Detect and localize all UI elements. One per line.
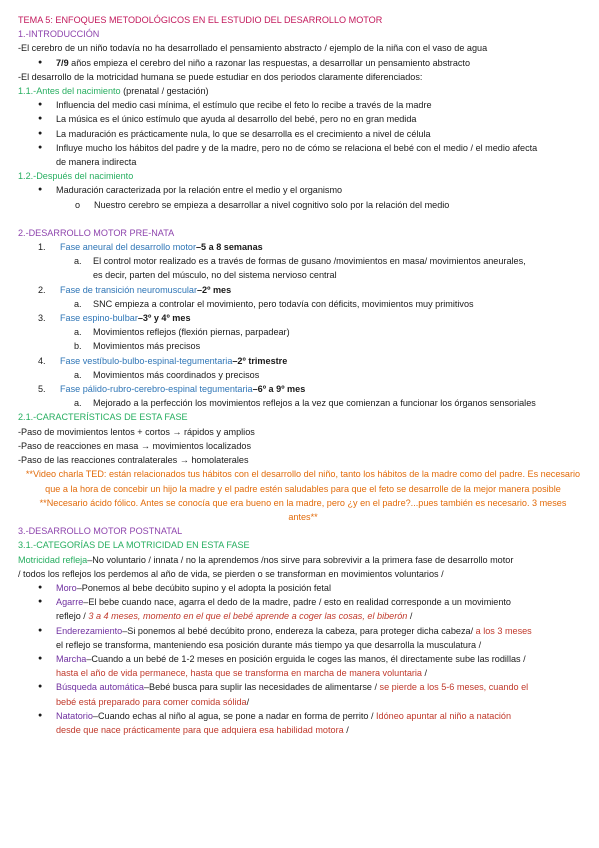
- term-label: Búsqueda automática: [56, 682, 144, 693]
- term-text: /: [422, 668, 428, 679]
- sub-item-letter: a.: [74, 369, 82, 380]
- phase-number: 3.: [38, 313, 46, 324]
- sub-item-letter: a.: [74, 256, 82, 267]
- paragraph: -El cerebro de un niño todavía no ha desarrollado el pensamiento abstracto / ejemplo de la niña con el vaso de agua: [18, 43, 488, 54]
- term-note: bebé está preparado para comer comida sólida: [56, 696, 247, 707]
- term-text: –Cuando echas al niño al agua, se pone a nadar en forma de perrito /: [92, 710, 377, 721]
- reflex-item-agarre: [18, 595, 588, 609]
- sub-item-letter: a.: [74, 298, 82, 309]
- reflex-item-busqueda: [18, 680, 588, 694]
- phase-sub-item: [18, 396, 588, 410]
- reflex-item-continuation: el reflejo se transforma, manteniendo esa posición durante más tiempo ya que desarrolla la musculatura /: [56, 639, 482, 650]
- term-label: Motricidad refleja: [18, 554, 88, 565]
- phase-item: [18, 382, 588, 396]
- sub-item-text: Mejorado a la perfección los movimientos reflejos a la vez que comienzan a funcionar los órganos sensoriales: [93, 398, 536, 409]
- characteristic-line: -Paso de movimientos lentos + cortos → rápidos y amplios: [18, 426, 255, 437]
- phase-item: [18, 240, 588, 254]
- term-text: /: [407, 611, 413, 622]
- phase-item: [18, 354, 588, 368]
- phase-item: [18, 311, 588, 325]
- term-note: 3 a 4 meses, momento en el que el bebé aprende a coger las cosas, el biberón: [88, 611, 408, 622]
- characteristic-line: -Paso de las reacciones contralaterales → homolaterales: [18, 455, 249, 466]
- list-item: ● La música es el único estímulo que ayuda al desarrollo del bebé, pero no en gran medida: [18, 112, 588, 126]
- phase-sub-item: [18, 268, 588, 282]
- sub-item-letter: a.: [74, 327, 82, 338]
- list-item: [18, 56, 588, 70]
- list-item: ● La maduración es prácticamente nula, lo que se desarrolla es el crecimiento a nivel de célula: [18, 127, 588, 141]
- term-note: se pierde a los 5-6 meses, cuando el: [379, 682, 529, 693]
- term-note: hasta el año de vida permanece, hasta que se transforma en marcha de manera voluntaria: [56, 668, 422, 679]
- note-acido-folico: **Necesario ácido fólico. Antes se conocía que era bueno en la madre, pero ¿y en el padre?...pues también es necesario. 3 meses antes**: [39, 497, 567, 522]
- phase-list: [18, 240, 588, 410]
- phase-timing: –2º trimestre: [232, 355, 288, 366]
- list-item-text: años empieza el cerebro del niño a razonar las respuestas, a desarrollar un pensamiento abstracto: [71, 57, 471, 68]
- sub-list-item: o Nuestro cerebro se empieza a desarrollar a nivel cognitivo solo por la relación del medio: [18, 198, 588, 212]
- subheading-note: (prenatal / gestación): [120, 86, 209, 97]
- phase-sub-item: [18, 368, 588, 382]
- heading-introduccion: 1.-INTRODUCCIÓN: [18, 29, 100, 40]
- term-label: Marcha: [56, 653, 87, 664]
- term-note: Idóneo apuntar al niño a natación: [376, 710, 512, 721]
- reflex-item-continuation: [18, 666, 588, 680]
- term-note: a los 3 meses: [475, 625, 532, 636]
- phase-timing: –5 a 8 semanas: [195, 242, 263, 253]
- term-text: –Ponemos al bebe decúbito supino y el adopta la posición fetal: [76, 582, 332, 593]
- term-text: –El bebe cuando nace, agarra el dedo de la madre, padre / esto en realidad corresponde a un movimiento: [83, 597, 511, 608]
- paragraph-continuation: / todos los reflejos los perdemos al año de vida, se pierden o se transforman en movimientos voluntarios /: [18, 568, 444, 579]
- phase-label: Fase pálido-rubro-cerebro-espinal tegumentaria: [60, 384, 253, 395]
- heading-desarrollo-postnatal: 3.-DESARROLLO MOTOR POSTNATAL: [18, 526, 183, 537]
- heading-despues-nacimiento: 1.2.-Después del nacimiento: [18, 171, 134, 182]
- list-item-continuation: de manera indirecta: [56, 157, 137, 168]
- sub-item-letter: b.: [74, 341, 82, 352]
- phase-sub-item: [18, 254, 588, 268]
- sub-item-text: Movimientos más coordinados y precisos: [93, 369, 260, 380]
- term-text: –Si ponemos al bebé decúbito prono, endereza la cabeza, para proteger dicha cabeza/: [122, 625, 476, 636]
- term-label: Moro: [56, 582, 77, 593]
- term-text: –No voluntario / innata / no la aprendemos /nos sirve para sobrevivir a la primera fase de desarrollo motor: [87, 554, 514, 565]
- document-title: TEMA 5: ENFOQUES METODOLÓGICOS EN EL ESTUDIO DEL DESARROLLO MOTOR: [18, 15, 383, 25]
- phase-label: Fase aneural del desarrollo motor: [60, 242, 196, 253]
- reflex-item-marcha: [18, 652, 588, 666]
- term-text: /: [246, 696, 250, 707]
- heading-caracteristicas: 2.1.-CARACTERÍSTICAS DE ESTA FASE: [18, 412, 188, 423]
- phase-sub-item: [18, 339, 588, 353]
- heading-antes-nacimiento: [18, 84, 588, 98]
- sub-item-letter: a.: [74, 398, 82, 409]
- phase-number: 1.: [38, 242, 46, 253]
- phase-timing: –6º a 9º mes: [252, 384, 306, 395]
- term-text: reflejo /: [56, 611, 89, 622]
- reflex-item-continuation: [18, 723, 588, 737]
- characteristic-line: -Paso de reacciones en masa → movimientos localizados: [18, 440, 252, 451]
- subheading-label: 1.1.-Antes del nacimiento: [18, 86, 121, 97]
- phase-sub-item: [18, 297, 588, 311]
- term-label: Agarre: [56, 597, 84, 608]
- sub-item-text: es decir, parten del músculo, no del sistema nervioso central: [93, 270, 337, 281]
- sub-item-text: SNC empieza a controlar el movimiento, pero todavía con déficits, movimientos muy primitivos: [93, 298, 474, 309]
- reflex-item-moro: [18, 581, 588, 595]
- heading-categorias: 3.1.-CATEGORÍAS DE LA MOTRICIDAD EN ESTA FASE: [18, 540, 250, 551]
- list-item: ● Maduración caracterizada por la relación entre el medio y el organismo: [18, 183, 588, 197]
- term-label: Natatorio: [56, 710, 93, 721]
- phase-timing: –3º y 4º mes: [137, 313, 191, 324]
- reflex-item-continuation: [18, 609, 588, 623]
- reflex-item-enderezamiento: [18, 624, 588, 638]
- term-text: /: [343, 724, 349, 735]
- list-item: ● Influye mucho los hábitos del padre y de la madre, pero no de cómo se relaciona el bebé con el medio / el medio afecta: [18, 141, 588, 155]
- term-text: –Cuando a un bebé de 1-2 meses en posición erguida le coges las manos, él directamente sube las rodillas /: [86, 653, 526, 664]
- phase-number: 4.: [38, 355, 46, 366]
- reflex-item-natatorio: [18, 709, 588, 723]
- phase-label: Fase espino-bulbar: [60, 313, 138, 324]
- document-page: [18, 13, 588, 737]
- paragraph: -El desarrollo de la motricidad humana se puede estudiar en dos periodos claramente diferenciados:: [18, 71, 423, 82]
- phase-label: Fase vestíbulo-bulbo-espinal-tegumentaria: [60, 355, 233, 366]
- phase-sub-item: [18, 325, 588, 339]
- bold-text: 7/9: [56, 57, 72, 68]
- list-item: ● Influencia del medio casi mínima, el estímulo que recibe el feto lo recibe a través de la madre: [18, 98, 588, 112]
- note-ted: **Video charla TED: están relacionados tus hábitos con el desarrollo del niño, tanto los hábitos de la madre como del padre. Es necesario que a la hora de concebir un hijo la madre y el padre estén saludables para que el feto se desarrolle de la mejor manera posible: [25, 469, 581, 494]
- term-note: desde que nace prácticamente para que adquiera esa habilidad motora: [56, 724, 344, 735]
- sub-item-text: El control motor realizado es a través de formas de gusano /movimientos en masa/ movimientos aneurales,: [93, 256, 526, 267]
- heading-desarrollo-prenatal: 2.-DESARROLLO MOTOR PRE-NATA: [18, 227, 175, 238]
- term-text: –Bebé busca para suplir las necesidades de alimentarse /: [143, 682, 380, 693]
- phase-timing: –2º mes: [196, 284, 232, 295]
- term-label: Enderezamiento: [56, 625, 123, 636]
- phase-number: 2.: [38, 284, 46, 295]
- reflex-item-continuation: [18, 695, 588, 709]
- phase-number: 5.: [38, 384, 46, 395]
- paragraph-motricidad-refleja: [18, 553, 588, 567]
- phase-item: [18, 283, 588, 297]
- sub-item-text: Movimientos más precisos: [93, 341, 201, 352]
- phase-label: Fase de transición neuromuscular: [60, 284, 197, 295]
- sub-item-text: Movimientos reflejos (flexión piernas, parpadear): [93, 327, 290, 338]
